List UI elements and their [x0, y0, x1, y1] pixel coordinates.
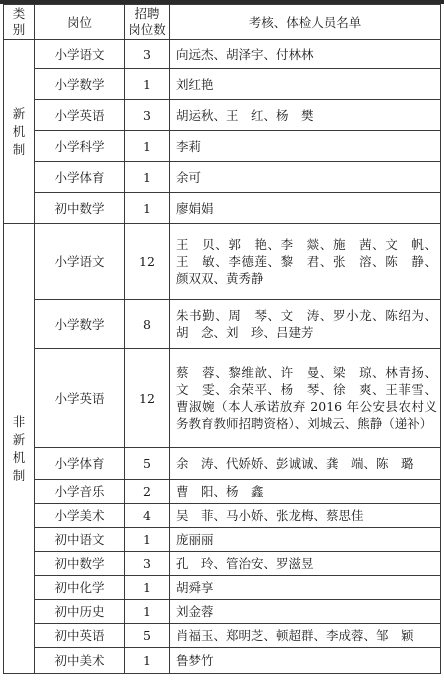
header-count-line1: 招聘 — [134, 6, 160, 21]
count-cell: 2 — [125, 480, 170, 504]
names-cell: 孔 玲、管治安、罗滋昱 — [170, 552, 441, 576]
names-cell: 朱书勤、周 琴、文 涛、罗小龙、陈绍为、胡 念、刘 珍、吕建芳 — [170, 300, 441, 349]
names-cell: 廖娟娟 — [170, 193, 441, 224]
position-cell: 小学数学 — [35, 69, 125, 100]
table-row — [4, 100, 441, 131]
names-cell: 肖福玉、郑明芝、顿超群、李成蓉、邹 颖 — [170, 624, 441, 648]
header-count — [125, 5, 170, 40]
names-cell: 李莉 — [170, 131, 441, 162]
position-cell: 小学体育 — [35, 162, 125, 193]
position-cell: 小学科学 — [35, 131, 125, 162]
count-cell: 1 — [125, 162, 170, 193]
header-category-line2: 别 — [12, 22, 26, 37]
category-char: 机 — [12, 123, 26, 139]
count-cell: 1 — [125, 69, 170, 100]
position-cell: 初中美术 — [35, 648, 125, 674]
count-cell: 3 — [125, 552, 170, 576]
count-cell: 3 — [125, 40, 170, 69]
count-cell: 8 — [125, 300, 170, 349]
header-position: 岗位 — [35, 5, 125, 40]
names-cell: 余 涛、代娇娇、彭诚诚、龚 端、陈 璐 — [170, 448, 441, 480]
header-category — [4, 5, 35, 40]
count-cell: 1 — [125, 576, 170, 600]
count-cell: 1 — [125, 131, 170, 162]
table-row — [4, 480, 441, 504]
table-row — [4, 193, 441, 224]
names-cell: 胡舜享 — [170, 576, 441, 600]
table-row — [4, 552, 441, 576]
names-cell: 向远杰、胡泽宇、付林林 — [170, 40, 441, 69]
header-names: 考核、体检人员名单 — [170, 5, 441, 40]
position-cell: 小学美术 — [35, 504, 125, 528]
table-row — [4, 576, 441, 600]
position-cell: 小学体育 — [35, 448, 125, 480]
header-count-line2: 岗位数 — [128, 22, 166, 37]
count-cell: 1 — [125, 600, 170, 624]
count-cell: 1 — [125, 648, 170, 674]
category-char: 新 — [12, 105, 26, 121]
count-cell: 3 — [125, 100, 170, 131]
position-cell: 初中数学 — [35, 552, 125, 576]
roster-table — [3, 4, 441, 674]
position-cell: 小学语文 — [35, 224, 125, 300]
names-cell: 胡运秋、王 红、杨 樊 — [170, 100, 441, 131]
position-cell: 初中语文 — [35, 528, 125, 552]
table-row — [4, 648, 441, 674]
count-cell: 5 — [125, 448, 170, 480]
names-cell: 庞丽丽 — [170, 528, 441, 552]
table-row — [4, 528, 441, 552]
names-cell: 蔡 蓉、黎维歆、许 曼、梁 琼、林青扬、文 雯、余荣平、杨 琴、徐 爽、王菲雪、曹淑婉（本人承诺放弃 2016 年公安县农村义务教育教师招聘资格）、刘城云、熊静（递补） — [170, 349, 441, 448]
names-cell: 余可 — [170, 162, 441, 193]
position-cell: 初中英语 — [35, 624, 125, 648]
table-row — [4, 600, 441, 624]
table-header — [4, 5, 441, 40]
category-cell — [4, 224, 35, 674]
position-cell: 小学数学 — [35, 300, 125, 349]
position-cell: 初中化学 — [35, 576, 125, 600]
table-row — [4, 224, 441, 300]
names-cell: 王 贝、郭 艳、李 燚、施 茜、文 帆、王 敏、李德莲、黎 君、张 溶、陈 静、颜双双、黄秀静 — [170, 224, 441, 300]
category-char: 机 — [12, 449, 26, 465]
names-cell: 刘红艳 — [170, 69, 441, 100]
table-row — [4, 504, 441, 528]
names-cell: 曹 阳、杨 鑫 — [170, 480, 441, 504]
table-row — [4, 162, 441, 193]
table-row — [4, 624, 441, 648]
count-cell: 4 — [125, 504, 170, 528]
position-cell: 初中历史 — [35, 600, 125, 624]
category-char: 新 — [12, 431, 26, 447]
position-cell: 小学音乐 — [35, 480, 125, 504]
category-char: 制 — [12, 141, 26, 157]
table-row — [4, 40, 441, 69]
count-cell: 12 — [125, 349, 170, 448]
table-row — [4, 131, 441, 162]
names-cell: 吴 菲、马小娇、张龙梅、蔡思佳 — [170, 504, 441, 528]
position-cell: 小学英语 — [35, 349, 125, 448]
category-cell — [4, 40, 35, 224]
table-row — [4, 349, 441, 448]
names-cell: 刘金蓉 — [170, 600, 441, 624]
table-row — [4, 69, 441, 100]
position-cell: 小学语文 — [35, 40, 125, 69]
table-row — [4, 300, 441, 349]
header-row — [4, 5, 441, 40]
header-category-line1: 类 — [12, 6, 26, 21]
count-cell: 1 — [125, 193, 170, 224]
table-body — [4, 40, 441, 674]
count-cell: 12 — [125, 224, 170, 300]
count-cell: 5 — [125, 624, 170, 648]
table-row — [4, 448, 441, 480]
position-cell: 初中数学 — [35, 193, 125, 224]
category-char: 制 — [12, 467, 26, 483]
count-cell: 1 — [125, 528, 170, 552]
position-cell: 小学英语 — [35, 100, 125, 131]
names-cell: 鲁梦竹 — [170, 648, 441, 674]
category-char: 非 — [12, 413, 26, 429]
